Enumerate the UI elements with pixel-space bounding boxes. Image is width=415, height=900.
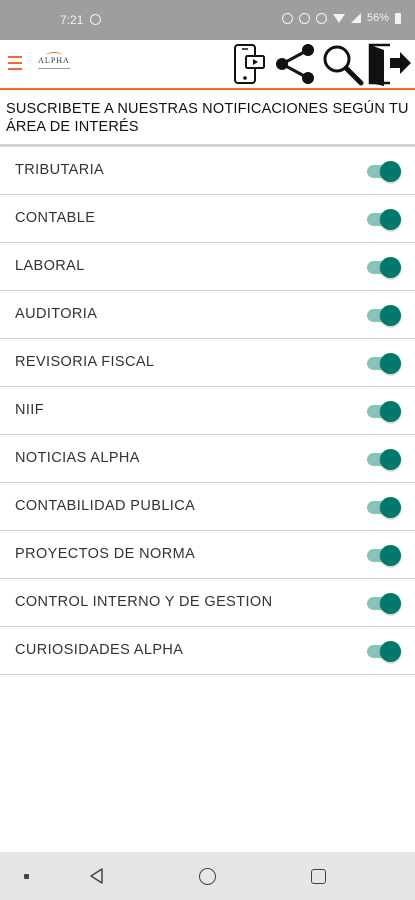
topic-toggle[interactable]: [367, 592, 401, 614]
topic-toggle[interactable]: [367, 640, 401, 662]
toggle-knob: [380, 641, 401, 662]
menu-icon[interactable]: [8, 56, 22, 72]
home-icon[interactable]: [199, 868, 216, 885]
topic-row: [0, 291, 415, 339]
topic-label: REVISORIA FISCAL: [15, 354, 155, 370]
topic-label: NOTICIAS ALPHA: [15, 450, 140, 466]
page-title: SUSCRIBETE A NUESTRAS NOTIFICACIONES SEGÚN TU ÁREA DE INTERÉS: [6, 101, 409, 135]
topic-toggle[interactable]: [367, 448, 401, 470]
toggle-knob: [380, 545, 401, 566]
topic-row: [0, 483, 415, 531]
alarm-clock-icon: [90, 14, 101, 25]
topic-toggle[interactable]: [367, 256, 401, 278]
topic-row: [0, 339, 415, 387]
topic-row: [0, 531, 415, 579]
phone-icon[interactable]: [230, 42, 272, 86]
vibrate-icon: [299, 13, 310, 24]
topic-row: [0, 435, 415, 483]
toggle-knob: [380, 257, 401, 278]
topic-label: CONTABLE: [15, 210, 96, 226]
topic-toggle[interactable]: [367, 208, 401, 230]
recents-icon[interactable]: [311, 869, 326, 884]
navigation-bar: [0, 852, 415, 900]
topic-toggle[interactable]: [367, 544, 401, 566]
toggle-knob: [380, 305, 401, 326]
topic-toggle[interactable]: [367, 352, 401, 374]
topic-row: [0, 387, 415, 435]
battery-percent: 56%: [366, 12, 389, 24]
toggle-knob: [380, 401, 401, 422]
toggle-knob: [380, 161, 401, 182]
wifi-icon: [333, 14, 345, 23]
alpha-logo[interactable]: [36, 52, 72, 76]
bluetooth-icon: [282, 13, 293, 24]
app-bar: [0, 40, 415, 90]
status-bar: [0, 0, 415, 40]
topic-label: TRIBUTARIA: [15, 162, 105, 178]
topic-row: [0, 243, 415, 291]
topic-label: CONTROL INTERNO Y DE GESTION: [15, 594, 273, 610]
logo-text: ALPHA: [38, 56, 70, 65]
topic-toggle[interactable]: [367, 160, 401, 182]
topic-label: NIIF: [15, 402, 44, 418]
topic-label: CURIOSIDADES ALPHA: [15, 642, 184, 658]
status-time: 7:21: [60, 13, 84, 27]
battery-icon: [395, 13, 401, 24]
assistant-dot-icon: [24, 874, 29, 879]
topic-row: [0, 579, 415, 627]
exit-icon[interactable]: [366, 42, 414, 86]
status-icons: [282, 12, 401, 24]
signal-icon: [351, 13, 361, 23]
topic-label: AUDITORIA: [15, 306, 98, 322]
topic-label: PROYECTOS DE NORMA: [15, 546, 196, 562]
topic-list: [0, 147, 415, 675]
topic-toggle[interactable]: [367, 496, 401, 518]
toggle-knob: [380, 353, 401, 374]
toggle-knob: [380, 209, 401, 230]
search-icon[interactable]: [318, 42, 366, 86]
topic-toggle[interactable]: [367, 304, 401, 326]
topic-row: [0, 147, 415, 195]
back-icon[interactable]: [89, 868, 105, 884]
share-icon[interactable]: [272, 42, 318, 86]
toggle-knob: [380, 449, 401, 470]
topic-row: [0, 627, 415, 675]
topic-label: CONTABILIDAD PUBLICA: [15, 498, 196, 514]
topic-toggle[interactable]: [367, 400, 401, 422]
alarm-icon: [316, 13, 327, 24]
toggle-knob: [380, 593, 401, 614]
toggle-knob: [380, 497, 401, 518]
topic-label: LABORAL: [15, 258, 85, 274]
topic-row: [0, 195, 415, 243]
